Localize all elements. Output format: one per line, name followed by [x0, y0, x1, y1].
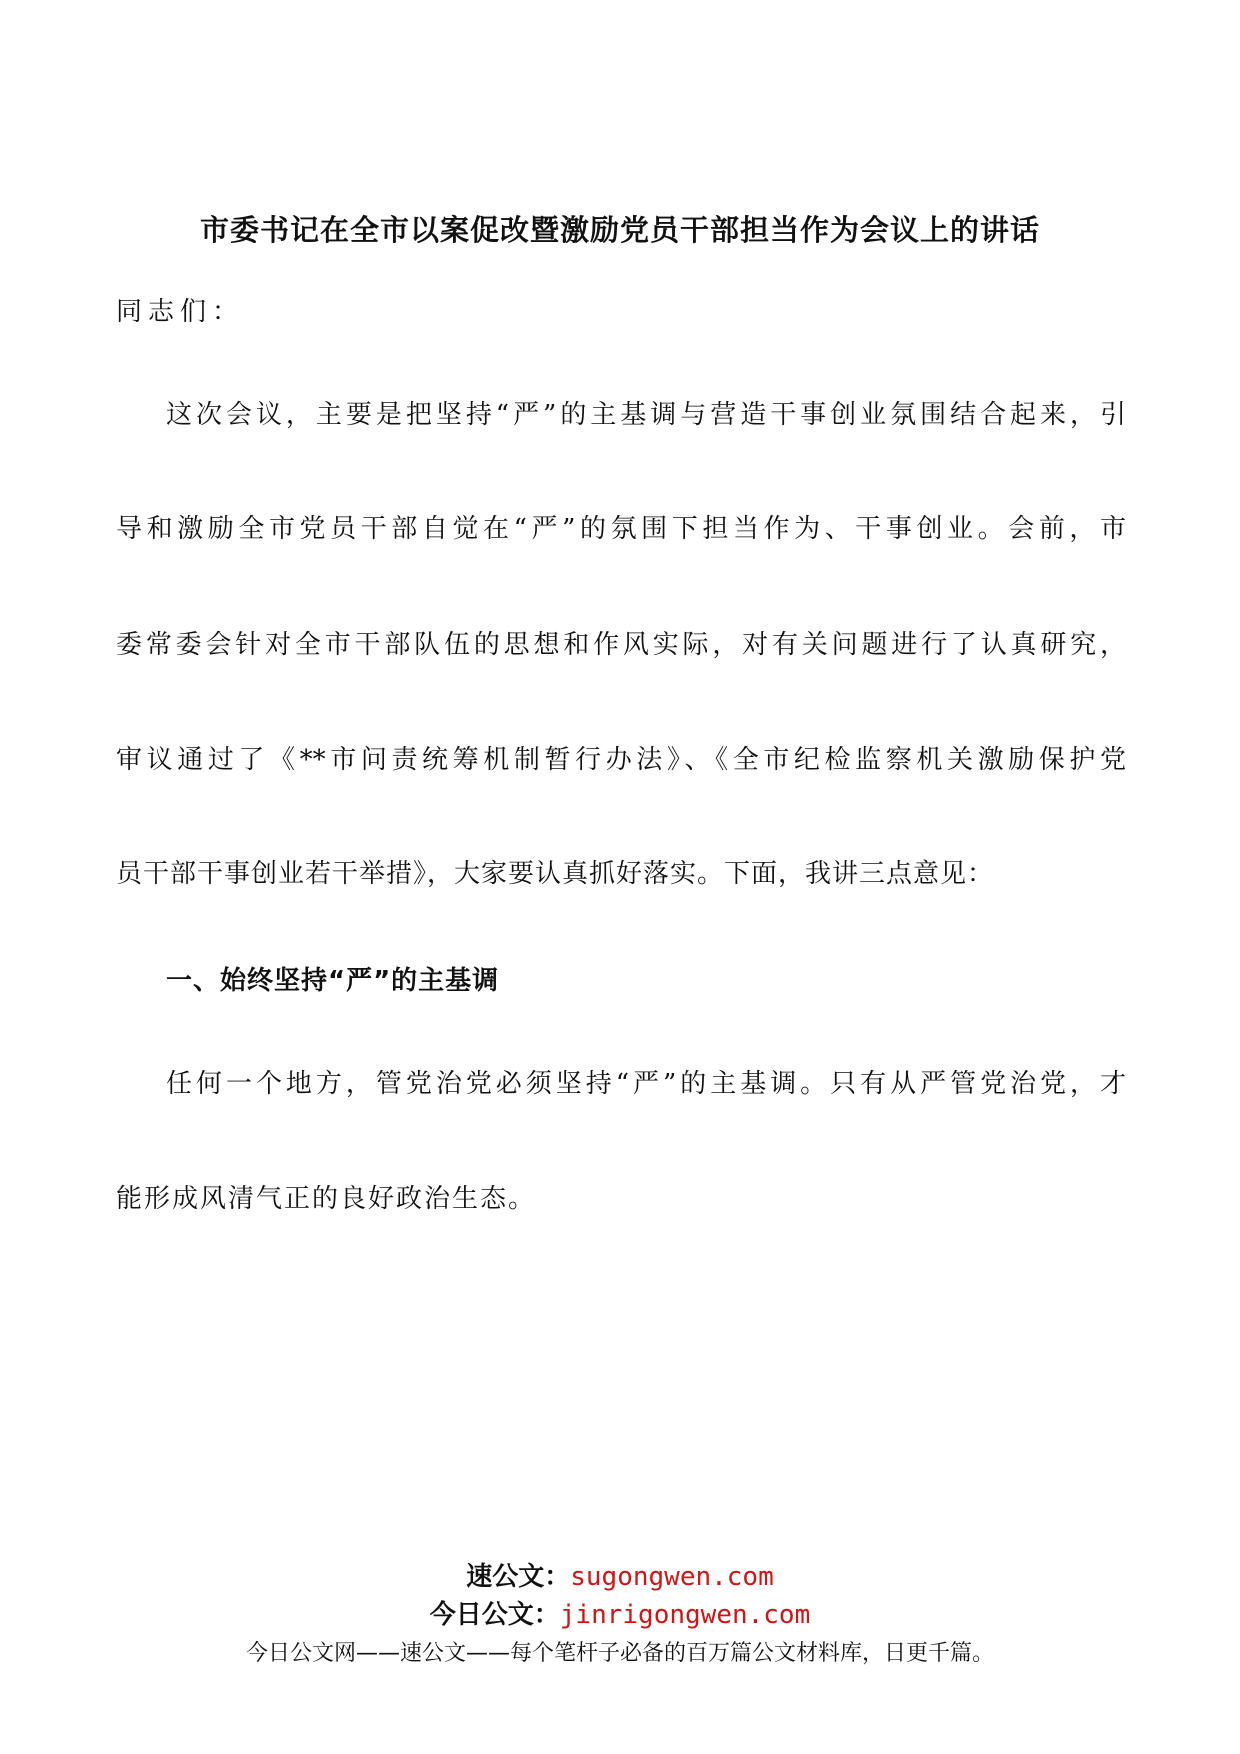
greeting: 同志们：	[116, 297, 245, 327]
section-1-heading: 一、始终坚持“严”的主基调	[166, 966, 500, 996]
paragraph-2-line-1: 任何一个地方，管党治党必须坚持“严”的主基调。只有从严管党治党，才	[166, 1069, 1126, 1099]
footer-site-1	[0, 1556, 1240, 1593]
paragraph-1-line-5: 员干部干事创业若干举措》，大家要认真抓好落实。下面，我讲三点意见：	[116, 859, 995, 889]
paragraph-1-line-1: 这次会议，主要是把坚持“严”的主基调与营造干事创业氛围结合起来，引	[166, 400, 1126, 430]
footer-site-2-label: 今日公文：	[429, 1600, 560, 1630]
footer-site-2	[0, 1594, 1240, 1631]
paragraph-1-line-2: 导和激励全市党员干部自觉在“严”的氛围下担当作为、干事创业。会前，市	[116, 514, 1126, 544]
paragraph-1-line-4: 审议通过了《**市问责统筹机制暂行办法》、《全市纪检监察机关激励保护党	[116, 745, 1126, 775]
paragraph-1-line-3: 委常委会针对全市干部队伍的思想和作风实际，对有关问题进行了认真研究，	[116, 630, 1126, 660]
footer-slogan: 今日公文网——速公文——每个笔杆子必备的百万篇公文材料库，日更千篇。	[245, 1641, 994, 1666]
footer-site-2-url[interactable]: jinrigongwen.com	[559, 1600, 811, 1630]
paragraph-2-line-2: 能形成风清气正的良好政治生态。	[116, 1184, 537, 1214]
document-title: 市委书记在全市以案促改暨激励党员干部担当作为会议上的讲话	[199, 213, 1040, 247]
footer-site-1-url[interactable]: sugongwen.com	[570, 1562, 774, 1592]
footer-site-1-label: 速公文：	[466, 1562, 571, 1592]
